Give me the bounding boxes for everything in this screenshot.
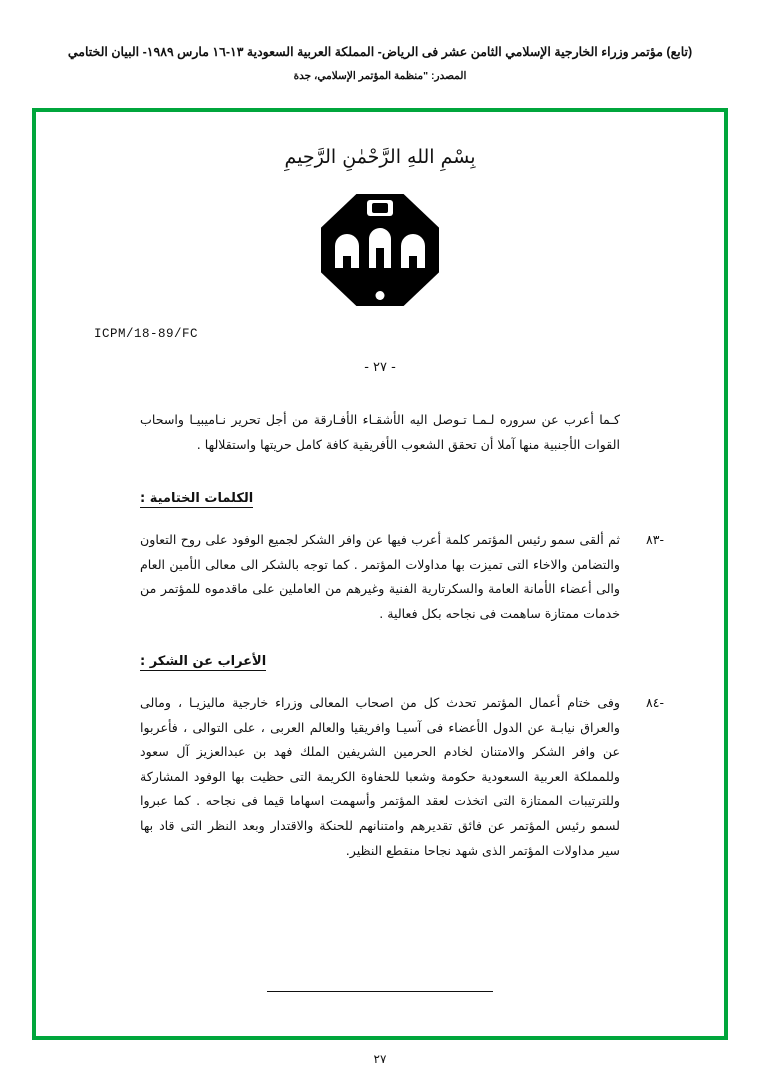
section-heading-closing-words [140, 491, 620, 506]
emblem-pillar-left [343, 256, 351, 268]
paragraph-block [140, 691, 664, 863]
emblem-top-badge [367, 200, 393, 216]
paragraph-text: ثم ألقى سمو رئيس المؤتمر كلمة أعرب فيها عن وافر الشكر لجميع الوفود على روح التعاون والتضامن والاخاء التى تميزت بها مداولات المؤتمر . كما توجه بالشكر الى معالى الأمين العام والى أعضاء الأمانة العامة والسكرتارية الفنية وغيرهم من العاملين على ماقدموه للمؤتمر من خدمات ممتازة ساهمت فى نجاحه بكل فعالية . [140, 532, 620, 621]
section-heading-text: الأعراب عن الشكر : [140, 654, 267, 670]
paragraph-block [140, 408, 620, 457]
paragraph-text: كـما أعرب عن سروره لـمـا تـوصل اليه الأشقـاء الأفـارقة من أجل تحرير نـاميبيـا واسحاب القوات الأجنبية منها آملا أن تحقق الشعوب الأفريقية كافة كامل حريتها واستقلالها . [140, 412, 620, 452]
header-source: المصدر: "منظمة المؤتمر الإسلامي، جدة [293, 69, 467, 82]
section-heading-text: الكلمات الختامية : [140, 491, 254, 507]
document-header [0, 44, 760, 82]
bottom-divider [267, 991, 493, 992]
emblem-base-dot [376, 291, 385, 300]
header-title: (تابع) مؤتمر وزراء الخارجية الإسلامي الثامن عشر فى الرياض- المملكة العربية السعودية ١٣-١٦ مارس ١٩٨٩- البيان الختامي [67, 45, 693, 59]
paragraph-number: -٨٤ [646, 695, 664, 711]
emblem-pillar-right [409, 256, 417, 268]
emblem-octagon-shape [321, 194, 439, 306]
inner-page-number: - ٢٧ - [364, 360, 396, 375]
paragraph-block [140, 528, 664, 626]
oic-emblem-icon [321, 194, 439, 306]
paragraph-text: وفى ختام أعمال المؤتمر تحدث كل من اصحاب المعالى وزراء خارجية ماليزيـا ، ومالى والعراق نيابـة عن الدول الأعضاء فى آسيـا وافريقيا والعالم العربى ، على التوالى ، فأعربوا عن وافر الشكر والامتنان لخادم الحرمين الشريفين الملك فهد بن عبدالعزيز آل سعود وللمملكة العربية السعودية حكومة وشعبا للحفاوة الكريمة التى حظيت بها الوفود المشاركة وللترتيبات الممتازة التى اتخذت لعقد المؤتمر وأسهمت اسهاما قيما فى نجاحه . كما عبروا لسمو رئيس المؤتمر عن فائق تقديرهم وامتنانهم للحنكة والاقتدار وبعد النظر التى قاد بها سير مداولات المؤتمر الذى شهد نجاحا منقطع النظير. [140, 695, 620, 858]
scanned-page-frame [32, 108, 728, 1040]
document-reference-code: ICPM/18-89/FC [94, 327, 199, 341]
document-body [36, 408, 724, 863]
emblem-pillar-middle [376, 248, 384, 268]
paragraph-number: -٨٣ [646, 532, 664, 548]
section-heading-thanks [140, 654, 620, 669]
footer-page-number: ٢٧ [373, 1052, 387, 1066]
scanned-page-content [36, 112, 724, 1036]
basmala-text: بِسْمِ اللهِ الرَّحْمٰنِ الرَّحِيمِ [284, 146, 476, 168]
